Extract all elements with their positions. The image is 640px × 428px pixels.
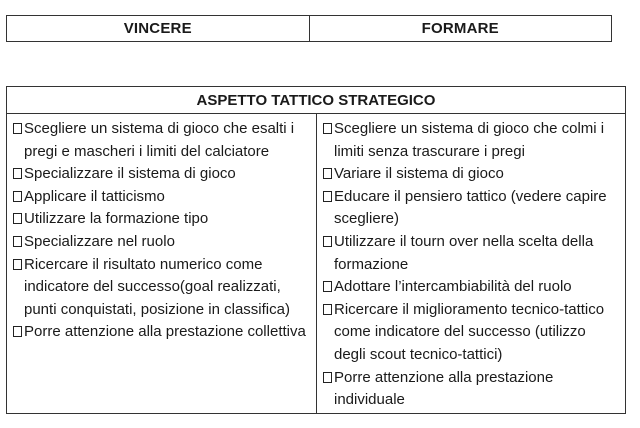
list-item: Ricercare il risultato numerico come indicatore del successo(goal realizzati, punti conquistati, posizione in classifica) — [13, 254, 310, 322]
list-item: Porre attenzione alla prestazione individuale — [323, 367, 619, 412]
checkbox-square-icon — [323, 281, 332, 292]
checkbox-square-icon — [323, 304, 332, 315]
list-item: Ricercare il miglioramento tecnico-tattico come indicatore del successo (utilizzo degli scout tecnico-tattici) — [323, 299, 619, 367]
checkbox-square-icon — [13, 213, 22, 224]
checkbox-square-icon — [13, 168, 22, 179]
list-item: Scegliere un sistema di gioco che colmi i limiti senza trascurare i pregi — [323, 118, 619, 163]
header-formare: FORMARE — [309, 16, 612, 41]
checkbox-square-icon — [13, 236, 22, 247]
list-item: Scegliere un sistema di gioco che esalti i pregi e mascheri i limiti del calciatore — [13, 118, 310, 163]
checkbox-square-icon — [323, 372, 332, 383]
right-column — [316, 114, 625, 413]
checkbox-square-icon — [323, 191, 332, 202]
list-item: Specializzare nel ruolo — [13, 231, 310, 254]
header-vincere: VINCERE — [123, 20, 192, 37]
checkbox-square-icon — [13, 191, 22, 202]
checkbox-square-icon — [13, 326, 22, 337]
list-item: Educare il pensiero tattico (vedere capire scegliere) — [323, 186, 619, 231]
checkbox-square-icon — [13, 259, 22, 270]
list-item: Specializzare il sistema di gioco — [13, 163, 310, 186]
checkbox-square-icon — [323, 168, 332, 179]
list-item: Utilizzare il tourn over nella scelta della formazione — [323, 231, 619, 276]
header-table — [6, 15, 612, 42]
list-item: Utilizzare la formazione tipo — [13, 208, 310, 231]
table-title: ASPETTO TATTICO STRATEGICO — [7, 87, 625, 114]
checkbox-square-icon — [13, 123, 22, 134]
checkbox-square-icon — [323, 236, 332, 247]
left-column — [7, 114, 316, 413]
list-item: Variare il sistema di gioco — [323, 163, 619, 186]
list-item: Applicare il tatticismo — [13, 186, 310, 209]
tactical-strategic-table — [6, 86, 626, 414]
list-item: Porre attenzione alla prestazione collettiva — [13, 321, 310, 344]
list-item: Adottare l’intercambiabilità del ruolo — [323, 276, 619, 299]
checkbox-square-icon — [323, 123, 332, 134]
